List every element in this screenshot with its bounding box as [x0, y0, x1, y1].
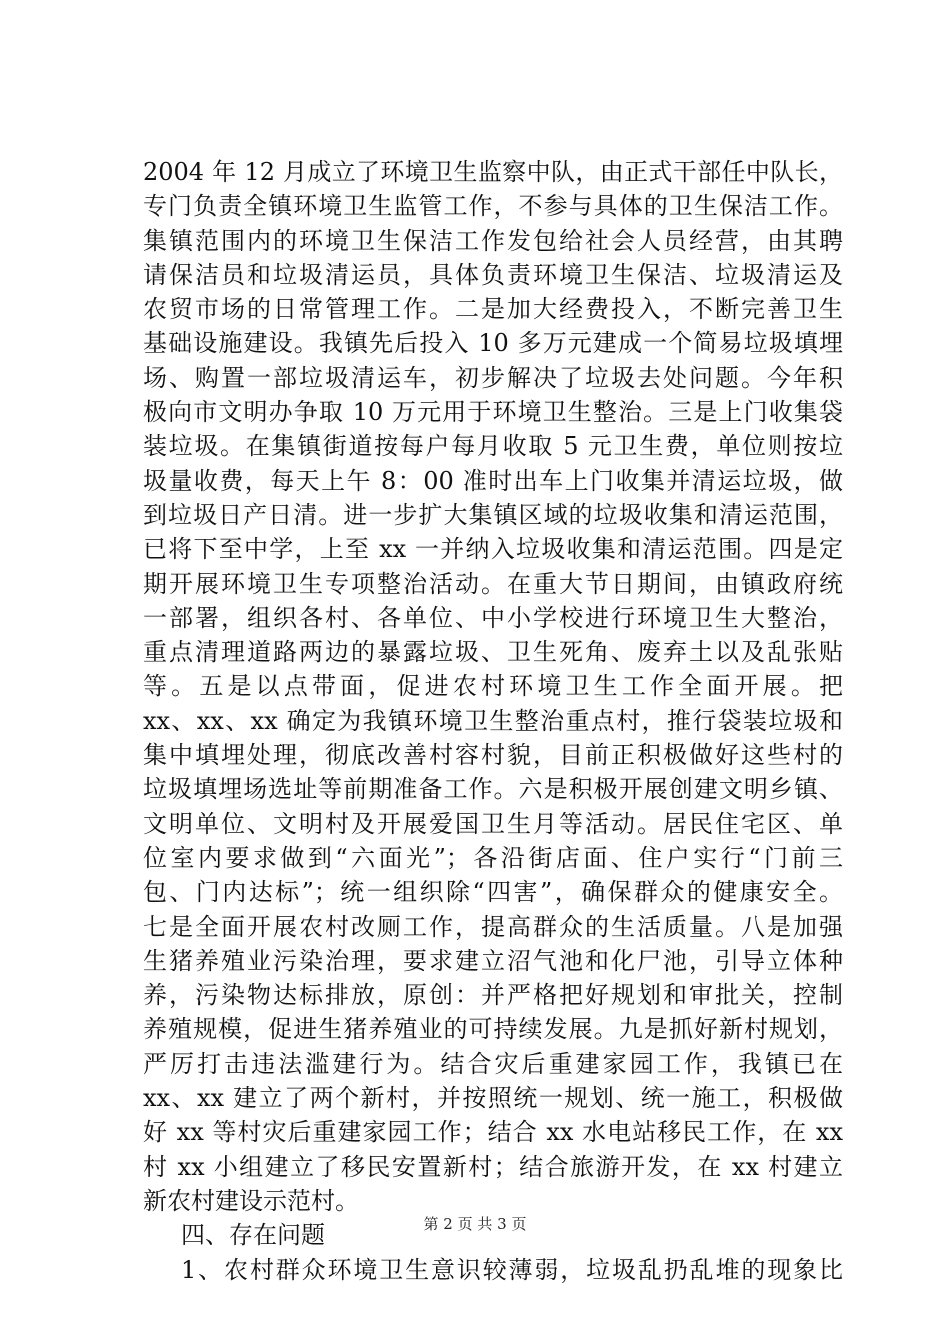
- section-heading: 四、存在问题: [181, 1221, 325, 1250]
- paragraph-line: 2004 年 12 月成立了环境卫生监察中队，由正式干部任中队长，: [143, 158, 843, 186]
- paragraph-line: 极向市文明办争取 10 万元用于环境卫生整治。三是上门收集袋: [143, 398, 843, 427]
- paragraph-line: 场、购置一部垃圾清运车，初步解决了垃圾去处问题。今年积: [143, 363, 843, 392]
- paragraph-line: xx、xx、xx 确定为我镇环境卫生整治重点村，推行袋装垃圾和: [143, 706, 843, 735]
- paragraph-line: 专门负责全镇环境卫生监管工作，不参与具体的卫生保洁工作。: [143, 192, 843, 221]
- paragraph-line: 位室内要求做到“六面光”；各沿街店面、住户实行“门前三: [143, 843, 843, 872]
- paragraph-line: 一部署，组织各村、各单位、中小学校进行环境卫生大整治，: [143, 603, 843, 632]
- paragraph-line: 养殖规模，促进生猪养殖业的可持续发展。九是抓好新村规划，: [143, 1015, 843, 1044]
- paragraph-line: 好 xx 等村灾后重建家园工作；结合 xx 水电站移民工作，在 xx: [143, 1118, 843, 1147]
- paragraph-line: 养，污染物达标排放，原创：并严格把好规划和审批关，控制: [143, 981, 843, 1010]
- paragraph-line: 生猪养殖业污染治理，要求建立沼气池和化尸池，引导立体种: [143, 946, 843, 975]
- page-number: 第 2 页 共 3 页: [423, 1215, 527, 1233]
- paragraph-line: 集中填埋处理，彻底改善村容村貌，目前正积极做好这些村的: [143, 741, 843, 770]
- paragraph-line: 严厉打击违法滥建行为。结合灾后重建家园工作，我镇已在: [143, 1049, 843, 1078]
- paragraph-line: 1、农村群众环境卫生意识较薄弱，垃圾乱扔乱堆的现象比: [181, 1255, 843, 1284]
- paragraph-line: 农贸市场的日常管理工作。二是加大经费投入，不断完善卫生: [143, 295, 843, 324]
- paragraph-line: 期开展环境卫生专项整治活动。在重大节日期间，由镇政府统: [143, 569, 843, 598]
- paragraph-line: 到垃圾日产日清。进一步扩大集镇区域的垃圾收集和清运范围，: [143, 500, 843, 529]
- paragraph-line: 等。五是以点带面，促进农村环境卫生工作全面开展。把: [143, 672, 843, 701]
- paragraph-line: 装垃圾。在集镇街道按每户每月收取 5 元卫生费，单位则按垃: [143, 432, 843, 461]
- paragraph-line: 基础设施建设。我镇先后投入 10 多万元建成一个简易垃圾填埋: [143, 329, 843, 358]
- paragraph-line: 已将下至中学，上至 xx 一并纳入垃圾收集和清运范围。四是定: [143, 535, 843, 564]
- paragraph-line: xx、xx 建立了两个新村，并按照统一规划、统一施工，积极做: [143, 1084, 843, 1113]
- paragraph-line: 包、门内达标”；统一组织除“四害”，确保群众的健康安全。: [143, 878, 843, 907]
- paragraph-line: 新农村建设示范村。: [143, 1186, 359, 1215]
- paragraph-line: 请保洁员和垃圾清运员，具体负责环境卫生保洁、垃圾清运及: [143, 260, 843, 289]
- paragraph-line: 村 xx 小组建立了移民安置新村；结合旅游开发，在 xx 村建立: [143, 1152, 843, 1181]
- paragraph-line: 圾量收费，每天上午 8：00 准时出车上门收集并清运垃圾，做: [143, 466, 843, 495]
- paragraph-line: 集镇范围内的环境卫生保洁工作发包给社会人员经营，由其聘: [143, 226, 843, 255]
- body-text: [143, 155, 843, 1287]
- paragraph-line: 垃圾填埋场选址等前期准备工作。六是积极开展创建文明乡镇、: [143, 775, 843, 804]
- page-footer: [0, 1214, 950, 1234]
- paragraph-line: 文明单位、文明村及开展爱国卫生月等活动。居民住宅区、单: [143, 809, 843, 838]
- paragraph-line: 重点清理道路两边的暴露垃圾、卫生死角、废弃土以及乱张贴: [143, 638, 843, 667]
- paragraph-line: 七是全面开展农村改厕工作，提高群众的生活质量。八是加强: [143, 912, 843, 941]
